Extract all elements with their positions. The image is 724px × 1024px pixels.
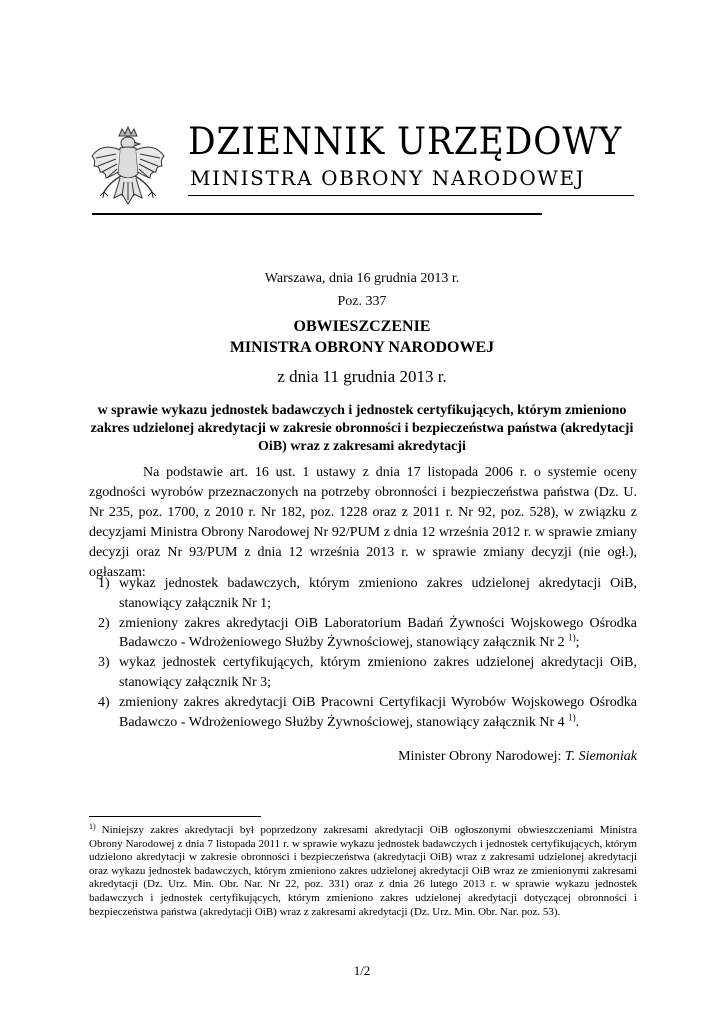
masthead-divider <box>188 195 634 196</box>
list-item-tail: . <box>575 714 580 730</box>
list-item <box>89 693 637 733</box>
polish-eagle-emblem-icon <box>88 126 168 214</box>
list-item-text: wykaz jednostek badawczych, którym zmieniono zakres udzielonej akredytacji OiB, stanowiący załącznik Nr 1; <box>119 576 637 611</box>
signature <box>398 749 637 765</box>
footnote-marker: 1) <box>89 822 96 831</box>
masthead-subtitle: MINISTRA OBRONY NARODOWEJ <box>190 166 586 190</box>
signature-name: T. Siemoniak <box>564 749 637 764</box>
list-item-number: 3) <box>98 655 110 671</box>
list-item <box>89 614 637 654</box>
footnote-text: Niniejszy zakres akredytacji był poprzedzony zakresami akredytacji OiB ogłoszonymi obwieszczeniami Ministra Obrony Narodowej z dnia 7 listopada 2011 r. w sprawie wykazu jednostek badawczych i jednostek certyfikujących, którym udzielono akredytacji w zakresie obronności i bezpieczeństwa (akredytacji OiB) wraz z zakresami udzielonej akredytacji oraz wykazu jednostek badawczych, którym zmieniono zakres udzielonej akredytacji OiB wraz ze zmienionymi zakresami akredytacji (Dz. Urz. Min. Obr. Nar. Nr 22, poz. 331) oraz z dnia 26 lutego 2013 r. w sprawie wykazu jednostek badawczych i jednostek certyfikujących, którym zmieniono zakres udzielonej akredytacji dotyczącej obronności i bezpieczeństwa państwa (akredytacji OiB) wraz z zakresami akredytacji (Dz. Urz. Min. Obr. Nar. poz. 53). <box>89 824 637 918</box>
list-item-text: wykaz jednostek certyfikujących, którym zmieniono zakres udzielonej akredytacji OiB, stanowiący załącznik Nr 3; <box>119 655 637 690</box>
list-item-number: 1) <box>98 576 110 591</box>
footnote <box>89 824 637 919</box>
list-item-text: zmieniony zakres akredytacji OiB Pracowni Certyfikacji Wyrobów Wojskowego Ośrodka Badawczo - Wdrożeniowego Służby Żywnościowej, stanowiący załącznik Nr 4 <box>119 694 637 730</box>
list-item <box>89 653 637 693</box>
place-date: Warszawa, dnia 16 grudnia 2013 r. <box>264 271 460 286</box>
masthead-underline <box>92 213 542 215</box>
footnote-reference: 1) <box>568 711 576 722</box>
page-number: 1/2 <box>353 963 371 978</box>
list-item-text: zmieniony zakres akredytacji OiB Laboratorium Badań Żywności Wojskowego Ośrodka Badawczo - Wdrożeniowego Służby Żywnościowej, stanowiący załącznik Nr 2 <box>119 615 637 651</box>
footnote-divider <box>89 816 261 817</box>
announcement-list <box>89 574 637 732</box>
issue-date: z dnia 11 grudnia 2013 r. <box>277 367 447 386</box>
masthead-title: DZIENNIK URZĘDOWY <box>188 120 623 163</box>
document-subject: w sprawie wykazu jednostek badawczych i jednostek certyfikujących, którym zmieniono zakres udzielonej akredytacji w zakresie obronności i bezpieczeństwa państwa (akredytacji OiB) wraz z zakresami akredytacji <box>90 403 634 454</box>
position-number: Poz. 337 <box>337 294 387 309</box>
list-item <box>89 574 637 614</box>
intro-paragraph: Na podstawie art. 16 ust. 1 ustawy z dnia 17 listopada 2006 r. o systemie oceny zgodności wyrobów przeznaczonych na potrzeby obronności i bezpieczeństwa państwa (Dz. U. Nr 235, poz. 1700, z 2010 r. Nr 182, poz. 1228 oraz z 2011 r. Nr 92, poz. 528), w związku z decyzjami Ministra Obrony Narodowej Nr 92/PUM z dnia 12 września 2012 r. w sprawie zmiany decyzji oraz Nr 93/PUM z dnia 12 września 2013 r. w sprawie zmiany decyzji (nie ogł.), ogłaszam: <box>89 465 637 580</box>
footnote-reference: 1) <box>568 632 576 643</box>
list-item-number: 2) <box>98 615 110 631</box>
list-item-tail: ; <box>575 635 580 651</box>
list-item-number: 4) <box>98 694 110 710</box>
issuer: MINISTRA OBRONY NARODOWEJ <box>229 339 495 356</box>
signature-role: Minister Obrony Narodowej: <box>398 749 562 764</box>
document-type: OBWIESZCZENIE <box>293 318 431 335</box>
